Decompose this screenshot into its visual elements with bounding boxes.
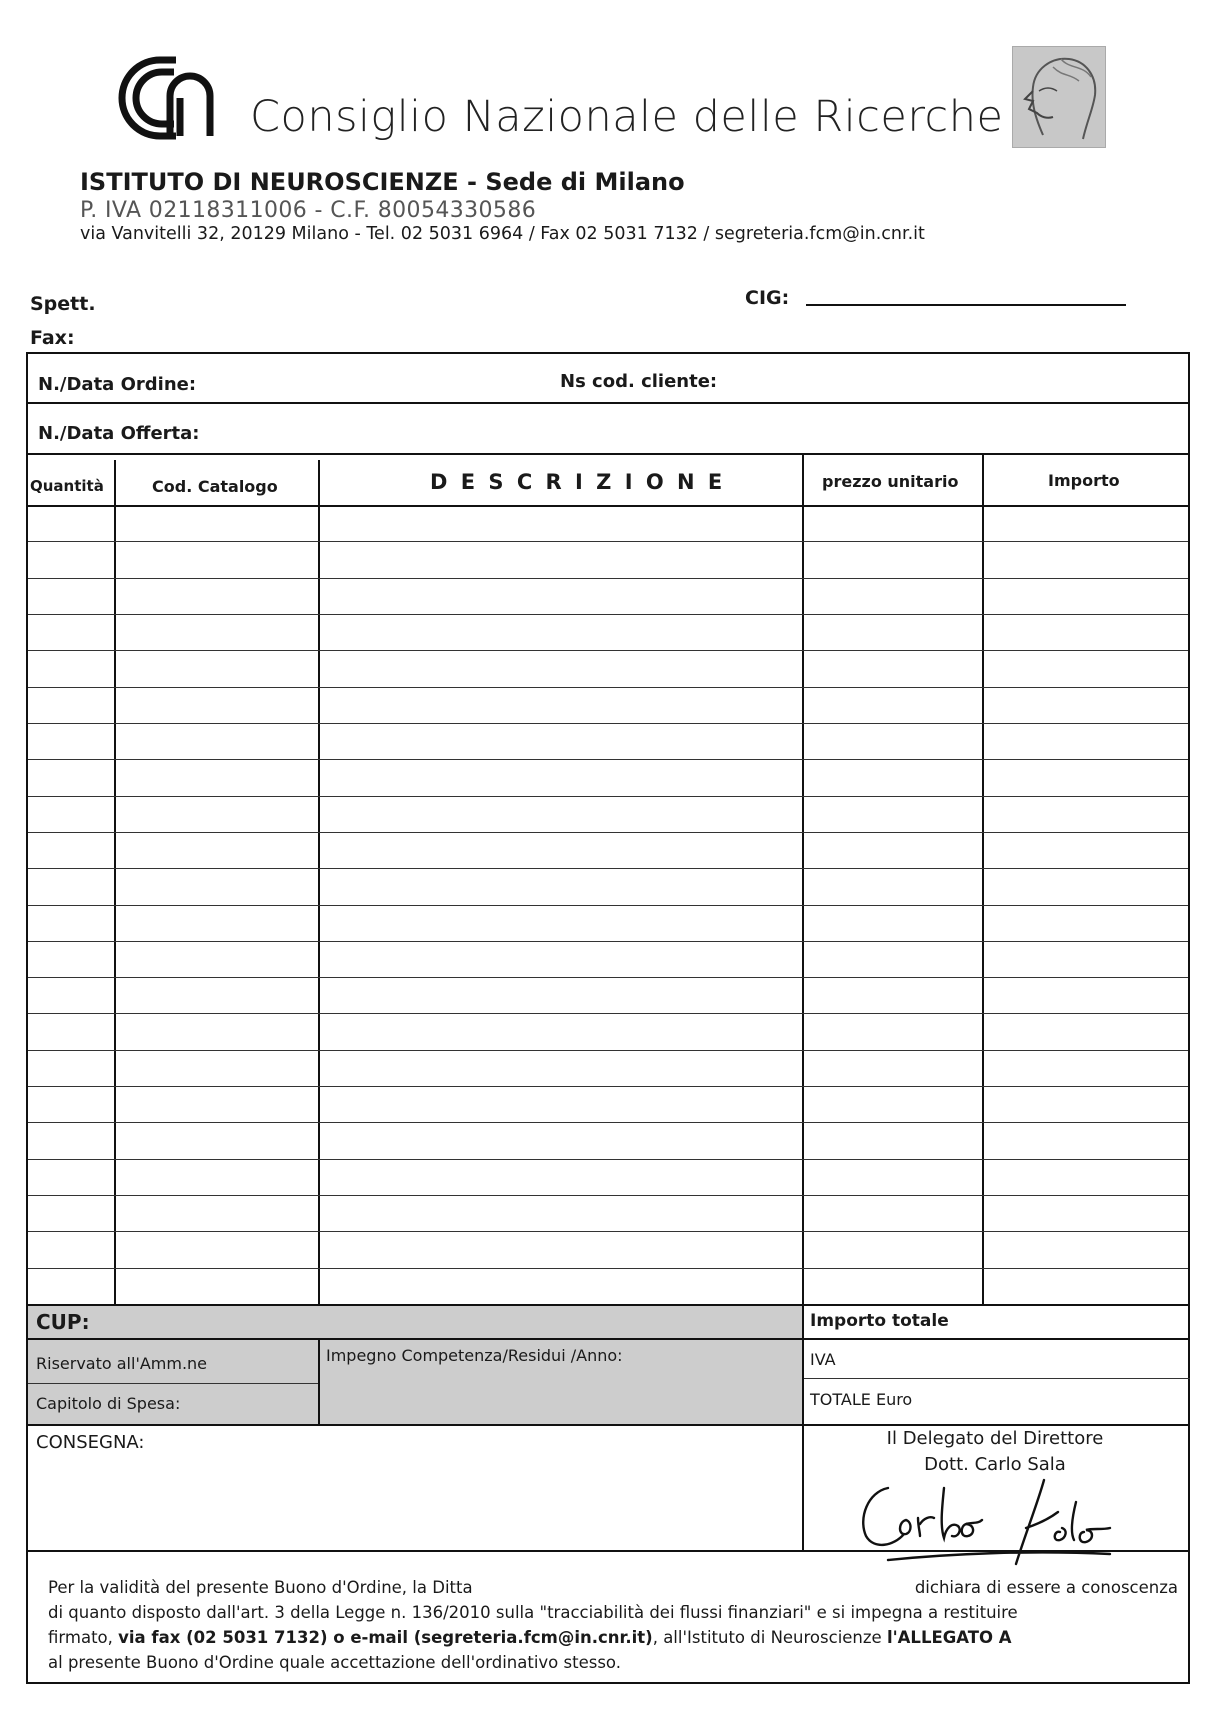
order-number-label: N./Data Ordine: <box>38 374 197 395</box>
expense-chapter-label: Capitolo di Spesa: <box>36 1394 181 1413</box>
table-row[interactable] <box>28 977 1188 978</box>
commitment-label: Impegno Competenza/Residui /Anno: <box>326 1346 623 1365</box>
table-row[interactable] <box>28 759 1188 760</box>
delivery-label: CONSEGNA: <box>36 1432 145 1453</box>
footer-line-2: di quanto disposto dall'art. 3 della Legge n. 136/2010 sulla "tracciabilità dei flussi finanziari" e si impegna a restituire <box>48 1603 1018 1622</box>
recipient-label: Spett. <box>30 293 96 315</box>
table-row[interactable] <box>28 650 1188 651</box>
table-row[interactable] <box>28 1013 1188 1014</box>
cnr-logo-icon <box>118 56 218 140</box>
footer-line-1-right: dichiara di essere a conoscenza <box>914 1578 1178 1597</box>
table-row[interactable] <box>28 541 1188 542</box>
total-amount-label: Importo totale <box>810 1311 949 1331</box>
cup-label: CUP: <box>36 1310 90 1334</box>
offer-number-label: N./Data Offerta: <box>38 423 200 444</box>
institute-name: ISTITUTO DI NEUROSCIENZE - Sede di Milano <box>80 168 685 196</box>
table-row[interactable] <box>28 941 1188 942</box>
column-header-quantity: Quantità <box>30 477 104 495</box>
column-header-amount: Importo <box>1048 471 1120 490</box>
table-row[interactable] <box>28 614 1188 615</box>
table-row[interactable] <box>28 1231 1188 1232</box>
total-euro-label: TOTALE Euro <box>810 1390 913 1409</box>
table-row[interactable] <box>28 796 1188 797</box>
organization-name: Consiglio Nazionale delle Ricerche <box>250 92 1004 142</box>
profile-portrait-icon <box>1012 46 1106 148</box>
fiscal-codes: P. IVA 02118311006 - C.F. 80054330586 <box>80 198 537 223</box>
signatory-role: Il Delegato del Direttore <box>886 1428 1104 1449</box>
table-row[interactable] <box>28 1268 1188 1269</box>
footer-line-3a: firmato, <box>48 1628 119 1647</box>
table-row[interactable] <box>28 1050 1188 1051</box>
column-header-catalog-code: Cod. Catalogo <box>152 477 278 496</box>
table-row[interactable] <box>28 868 1188 869</box>
footer-declaration <box>48 1575 1178 1675</box>
cig-label: CIG: <box>745 287 790 309</box>
footer-line-4: al presente Buono d'Ordine quale accettazione dell'ordinativo stesso. <box>48 1653 621 1672</box>
signatory-name: Dott. Carlo Sala <box>924 1454 1066 1475</box>
institute-address: via Vanvitelli 32, 20129 Milano - Tel. 02 5031 6964 / Fax 02 5031 7132 / segreteria.fcm@in.cnr.it <box>80 224 925 244</box>
table-row[interactable] <box>28 1159 1188 1160</box>
table-row[interactable] <box>28 1122 1188 1123</box>
fax-label: Fax: <box>30 327 75 349</box>
table-row[interactable] <box>28 905 1188 906</box>
cig-field[interactable] <box>806 304 1126 306</box>
table-row[interactable] <box>28 578 1188 579</box>
cup-row <box>28 1306 802 1338</box>
footer-line-3c: , all'Istituto di Neuroscienze <box>652 1628 887 1647</box>
handwritten-signature <box>848 1468 1118 1578</box>
table-row[interactable] <box>28 687 1188 688</box>
column-header-description: D E S C R I Z I O N E <box>430 470 726 494</box>
footer-attachment: l'ALLEGATO A <box>886 1628 1012 1647</box>
column-header-unit-price: prezzo unitario <box>822 472 959 491</box>
table-row[interactable] <box>28 832 1188 833</box>
vat-label: IVA <box>810 1350 836 1369</box>
client-code-label: Ns cod. cliente: <box>560 371 718 392</box>
footer-contact: via fax (02 5031 7132) o e-mail (segreteria.fcm@in.cnr.it) <box>118 1628 653 1647</box>
reserved-admin-label: Riservato all'Amm.ne <box>36 1354 208 1373</box>
table-row[interactable] <box>28 723 1188 724</box>
table-row[interactable] <box>28 1195 1188 1196</box>
table-row[interactable] <box>28 1086 1188 1087</box>
footer-line-1-left: Per la validità del presente Buono d'Ordine, la Ditta <box>48 1578 473 1597</box>
